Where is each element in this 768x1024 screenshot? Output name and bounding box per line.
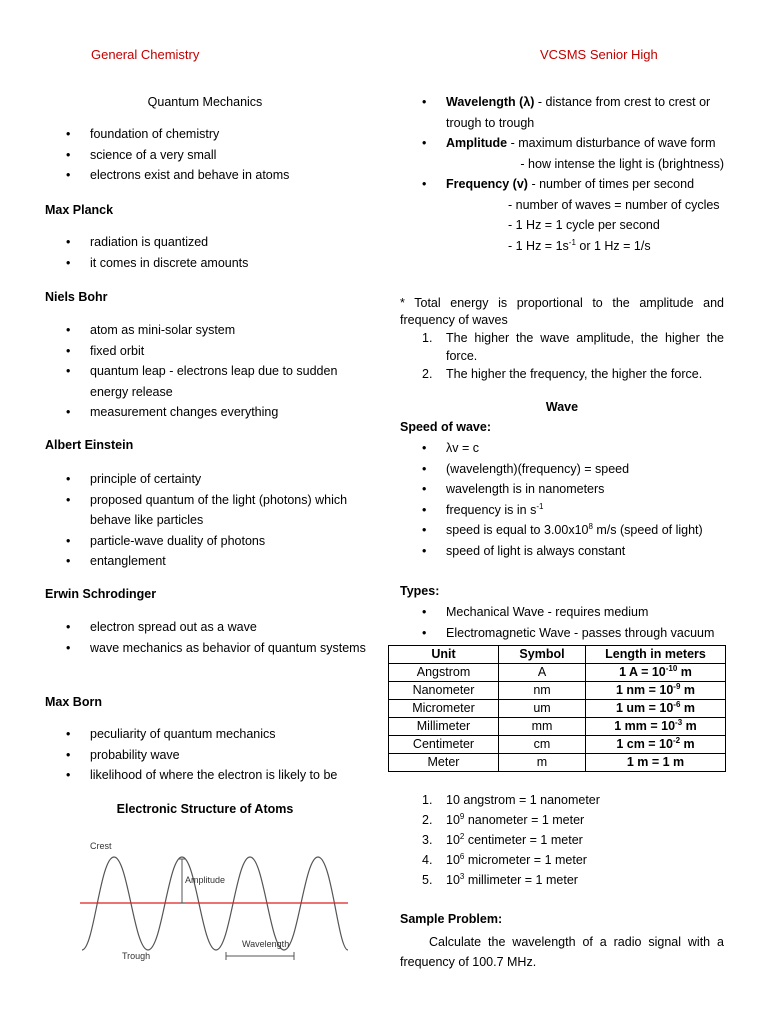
section-heading-einstein: Albert Einstein [45,438,134,452]
energy-points [422,329,724,383]
list-item: 4. $10^6$ micrometer = 1 meter [422,851,587,867]
wave-diagram [80,835,350,965]
list-item: • foundation of chemistry [66,124,366,145]
intro-list [66,124,366,186]
sample-label: Sample Problem: [400,912,503,926]
conversion-list [422,790,724,890]
list-item: • probability wave [66,745,366,766]
section-heading-planck: Max Planck [45,203,114,217]
def-frequency: - number of times per second [527,177,695,191]
types-label: Types: [400,584,440,598]
sample-text: Calculate the wavelength of a radio signal with a frequency of 100.7 MHz. [400,935,724,969]
term-frequency: Frequency (v) [446,177,528,191]
def-amplitude: - maximum disturbance of wave form [507,136,716,150]
list-item: 2. The higher the frequency, the higher the force. [422,367,703,381]
types-list [422,602,724,643]
list-item [422,133,724,174]
speed-label: Speed of wave: [400,420,491,434]
frequency-sub1: - number of waves = number of cycles [508,197,720,212]
planck-list [66,232,366,273]
list-item [422,92,724,133]
list-item: • proposed quantum of the light (photons) which behave like particles [66,490,366,531]
label-amplitude: Amplitude [185,875,226,885]
list-item: • science of a very small [66,145,366,166]
list-item: • fixed orbit [66,341,366,362]
label-crest: Crest [90,841,112,851]
section-heading-schrodinger: Erwin Schrodinger [45,587,157,601]
col-length: Length in meters [586,646,726,664]
term-amplitude: Amplitude [446,136,508,150]
def-wavelength: - distance from crest to crest or trough to trough [446,95,711,130]
table-row: Centimeter cm 1 cm = $10^{-2}$ m [389,736,726,754]
list-item: • principle of certainty [66,469,366,490]
list-item: • speed is equal to $3.00x10^8$ m/s (speed of light) [422,520,724,541]
list-item: • radiation is quantized [66,232,366,253]
header-right: VCSMS Senior High [540,47,658,62]
list-item: • particle-wave duality of photons [66,531,366,552]
list-item: • electron spread out as a wave [66,617,366,638]
section-heading-bohr: Niels Bohr [45,290,108,304]
section-heading-born: Max Born [45,695,102,709]
list-item: • (wavelength)(frequency) = speed [422,459,724,480]
table-row: Millimeter mm 1 mm = $10^{-3}$ m [389,718,726,736]
amplitude-sub: - how intense the light is (brightness) [520,156,724,171]
table-row: Nanometer nm 1 nm = $10^{-9}$ m [389,682,726,700]
page-title: Quantum Mechanics [147,95,263,109]
einstein-list [66,469,366,572]
born-list [66,724,366,786]
list-item: • atom as mini-solar system [66,320,366,341]
frequency-sub2: - 1 Hz = 1 cycle per second [508,218,660,232]
structure-title: Electronic Structure of Atoms [116,802,294,816]
frequency-sub3: - 1 $Hz = 1s^{-1}$ or 1 Hz = 1/s [508,237,651,253]
list-item: • Mechanical Wave - requires medium [422,602,724,623]
units-table [388,645,726,772]
list-item: • quantum leap - electrons leap due to sudden energy release [66,361,366,402]
col-unit: Unit [389,646,499,664]
wave-title: Wave [545,400,579,414]
list-item: 2. $10^9$ nanometer = 1 meter [422,811,585,827]
energy-note: * Total energy is proportional to the amplitude and frequency of waves [400,296,724,327]
speed-list [422,438,724,561]
label-wavelength: Wavelength [242,939,290,949]
list-item: • speed of light is always constant [422,541,724,562]
list-item: • entanglement [66,551,366,572]
bohr-list [66,320,366,423]
list-item: • frequency is in $s^{-1}$ [422,500,724,521]
list-item: • peculiarity of quantum mechanics [66,724,366,745]
list-item [422,174,724,256]
list-item: • electrons exist and behave in atoms [66,165,366,186]
list-item: 1. 10 angstrom = 1 nanometer [422,793,600,807]
list-item: • it comes in discrete amounts [66,253,366,274]
list-item: 3. $10^2$ centimeter = 1 meter [422,831,583,847]
list-item: • λv = c [422,438,724,459]
table-row: Meter m 1 m = 1 m [389,754,726,772]
schrodinger-list [66,617,366,658]
term-wavelength: Wavelength (λ) [446,95,535,109]
list-item: 5. $10^3$ millimeter = 1 meter [422,871,578,887]
table-header-row [389,646,726,664]
list-item: • likelihood of where the electron is likely to be [66,765,366,786]
label-trough: Trough [122,951,151,961]
table-row: Micrometer um 1 um = $10^{-6}$ m [389,700,726,718]
header-left: General Chemistry [91,47,200,62]
list-item: • wave mechanics as behavior of quantum systems [66,638,366,659]
list-item: • wavelength is in nanometers [422,479,724,500]
col-symbol: Symbol [499,646,586,664]
list-item: • Electromagnetic Wave - passes through vacuum [422,623,724,644]
definitions-list [422,92,724,256]
list-item: 1. The higher the wave amplitude, the higher the force. [422,331,724,363]
list-item: • measurement changes everything [66,402,366,423]
table-row: Angstrom A 1 $A = 10^{-10}$ m [389,664,726,682]
